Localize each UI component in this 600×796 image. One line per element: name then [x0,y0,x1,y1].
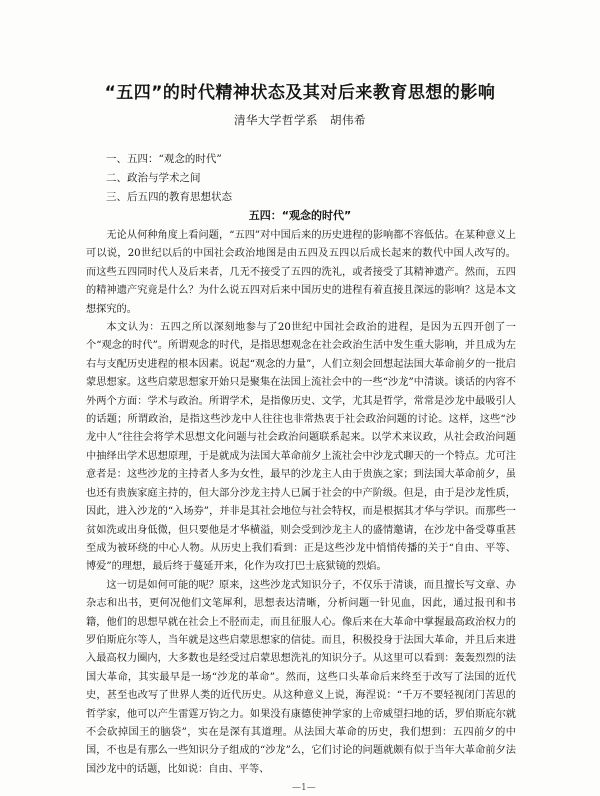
table-of-contents [106,150,526,207]
paragraph-2: 本文认为：五四之所以深刻地参与了20世纪中国社会政治的进程，是因为五四开创了一个“观念的时代”。所谓观念的时代，是指思想观念在社会政治生活中发生重大影响，并且成为左右与支配历史进程的根本因素。说起“观念的力量”，人们立刻会回想起法国大革命前夕的一批启蒙思想家。这些启蒙思想家开始只是聚集在法国上流社会中的一些“沙龙”中清谈。谈话的内容不外两个方面：学术与政治。所谓学术，是指像历史、文学，尤其是哲学，常常是沙龙中最吸引人的话题；所谓政治，是指这些沙龙中人往往也非常热衷于社会政治问题的讨论。这样，这些“沙龙中人”往往会将学术思想文化问题与社会政治问题联系起来。以学术来议政，从社会政治问题中抽绎出学术思想原理，于是就成为法国大革命前夕上流社会中沙龙式聊天的一个特点。尤可注意者是：这些沙龙的主持者人多为女性，最早的沙龙主人由于贵族之家；到法国大革命前夕，虽也还有贵族家庭主持的，但大部分沙龙主持人已属于社会的中产阶级。但是，由于是沙龙性质，因此，进入沙龙的“入场券”，并非是其社会地位与社会特权，而是根据其才华与学识。而那些一贫如洗或出身低微，但只要他是才华横溢，则会受到沙龙主人的盛情邀请，在沙龙中备受尊重甚至成为被环绕的中心人物。从历史上我们看到：正是这些沙龙中悄悄传播的关于“自由、平等、博爱”的理想，最后终于蔓延开来，化作为攻打巴士底狱镜的烈焰。 [86,322,516,573]
toc-item-1: 一、五四：“观念的时代” [106,153,222,165]
section-heading: 五四：“观念的时代” [248,209,352,222]
paper-title: “五四”的时代精神状态及其对后来教育思想的影响 [104,83,496,103]
page-number: —1— [292,783,316,793]
paragraph-1: 无论从何种角度上看问题，“五四”对中国后来的历史进程的影响都不容低估。在某种意义上可以说，20世纪以后的中国社会政治地图是由五四及五四以后成长起来的数代中国人改写的。而这些五四同时代人及后来者，几无不接受了五四的洗礼，或者接受了其精神遗产。然而，五四的精神遗产究竟是什么？为什么说五四对后来中国历史的进程有着直接且深远的影响？这是本文想探究的。 [86,230,516,315]
toc-item-2: 二、政治与学术之间 [106,172,201,184]
body-text [86,227,516,779]
author-affiliation: 清华大学哲学系 胡伟希 [234,113,366,127]
paragraph-3: 这一切是如何可能的呢？原来，这些沙龙式知识分子，不仅乐于清谈，而且擅长写文章、办杂志和出书，更何况他们文笔犀利，思想表达清晰，分析问题一针见血，因此，通过报刊和书籍，他们的思想早就在社会上不胫而走，而且征服人心。像后来在大革命中掌握最高政治权力的罗伯斯庇尔等人，当年就是这些启蒙思想家的信徒。而且，积极投身于法国大革命，并且后来进入最高权力圈内，大多数也是经受过启蒙思想洗礼的知识分子。从这里可以看到：轰轰烈烈的法国大革命，其实最早是一场“沙龙的革命”。然而，这些口头革命后来终至于改写了法国的近代史，甚至也改写了世界人类的近代历史。从这种意义上说，海涅说：“千万不要轻视闭门苦思的哲学家，他可以产生雷霆万钧之力。如果没有康德使神学家的上帝威望扫地的话，罗伯斯庇尔就不会砍掉国王的脑袋”，实在是深有其道理。从法国大革命的历史，我们想到：五四前夕的中国，不也是有那么一些知识分子组成的“沙龙”么，它们讨论的问题就颇有似于当年大革命前夕法国沙龙中的话题，比如说：自由、平等、 [86,579,516,775]
toc-item-3: 三、后五四的教育思想状态 [106,191,232,203]
